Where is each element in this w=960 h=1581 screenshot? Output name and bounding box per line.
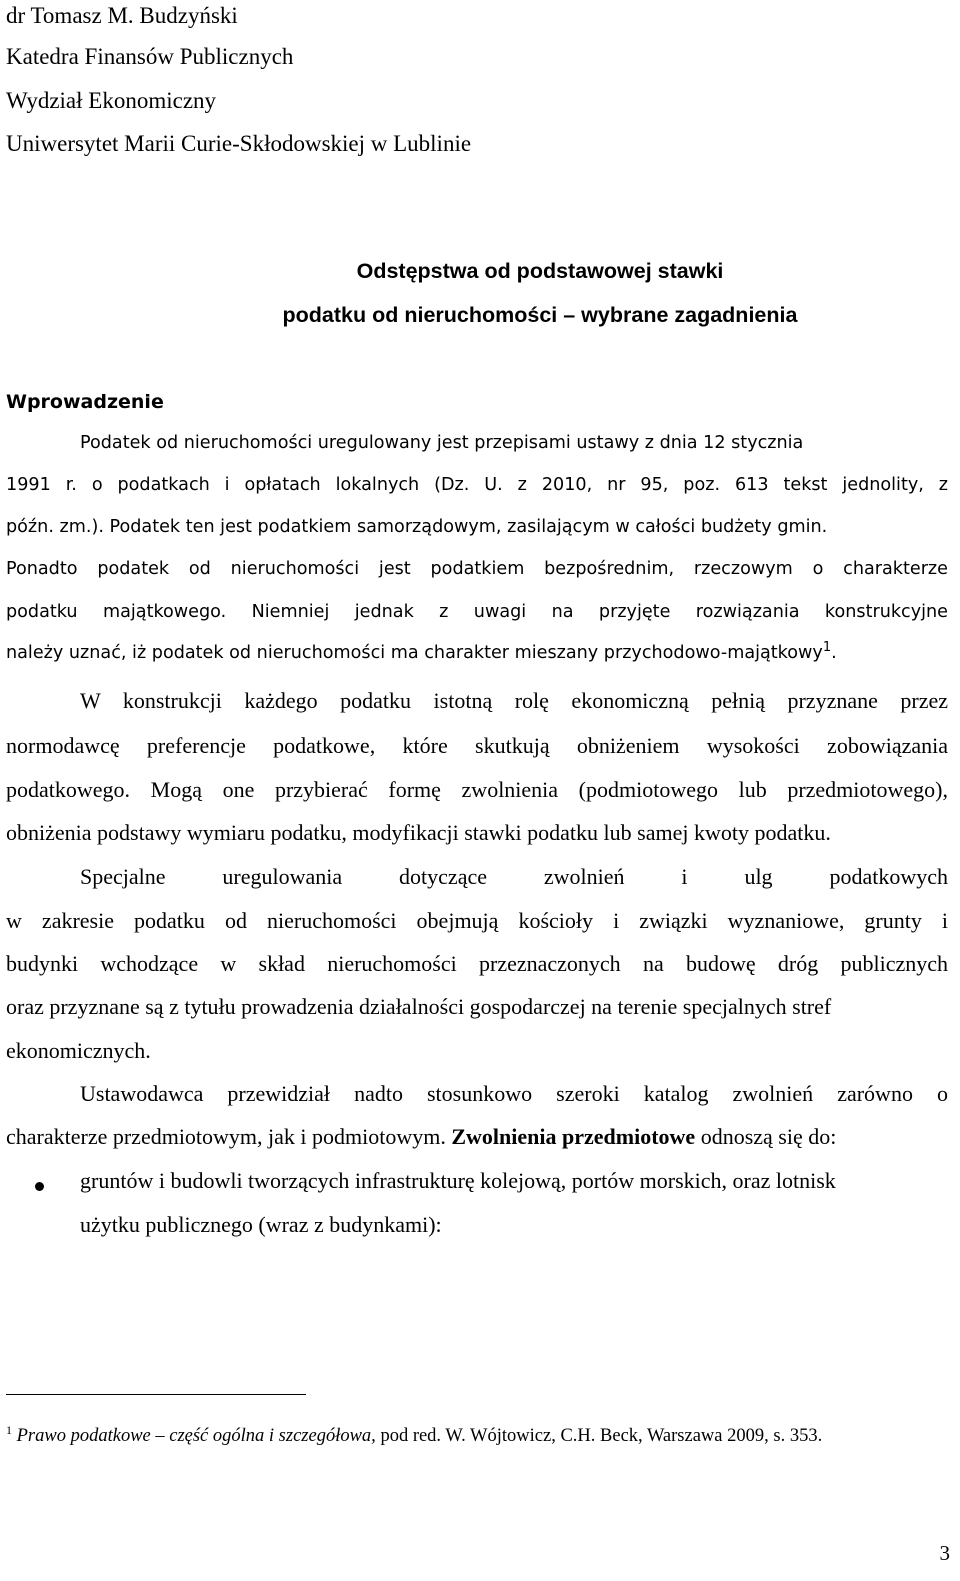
footnote-title: Prawo podatkowe – część ogólna i szczegółowa, <box>16 1426 376 1446</box>
para2-line-2: normodawcę preferencje podatkowe, które skutkują obniżeniem wysokości zobowiązania <box>6 733 948 758</box>
title-line-1: Odstępstwa od podstawowej stawki <box>356 259 724 283</box>
para4-line-2 <box>6 1124 836 1150</box>
section-heading: Wprowadzenie <box>6 391 164 413</box>
para4-bold-term: Zwolnienia przedmiotowe <box>451 1124 696 1149</box>
para3-line-5: ekonomicznych. <box>6 1038 151 1063</box>
footnote-ref: 1 <box>822 640 832 656</box>
page-number: 3 <box>939 1541 950 1565</box>
para3-line-1: Specjalne uregulowania dotyczące zwolnień i ulg podatkowych <box>80 864 948 889</box>
para2-line-1: W konstrukcji każdego podatku istotną rolę ekonomiczną pełnią przyznane przez <box>80 688 948 713</box>
para2-line-4: obniżenia podstawy wymiaru podatku, modyfikacji stawki podatku lub samej kwoty podatku. <box>6 820 831 845</box>
intro-line-5: podatku majątkowego. Niemniej jednak z uwagi na przyjęte rozwiązania konstrukcyjne <box>6 602 948 622</box>
university: Uniwersytet Marii Curie-Skłodowskiej w Lublinie <box>6 131 472 156</box>
para4-line-2-end: odnoszą się do: <box>695 1124 837 1149</box>
intro-line-6-text: należy uznać, iż podatek od nieruchomości ma charakter mieszany przychodowo-majątkowy <box>6 643 823 663</box>
para4-line-2-start: charakterze przedmiotowym, jak i podmiotowym. <box>6 1124 452 1149</box>
para2-line-3: podatkowego. Mogą one przybierać formę zwolnienia (podmiotowego lub przedmiotowego), <box>6 777 948 802</box>
intro-line-4: Ponadto podatek od nieruchomości jest podatkiem bezpośrednim, rzeczowym o charakterze <box>6 559 948 579</box>
intro-line-6-end: . <box>831 643 837 663</box>
intro-line-6 <box>6 642 837 664</box>
para3-line-4: oraz przyznane są z tytułu prowadzenia działalności gospodarczej na terenie specjalnych stref <box>6 994 832 1019</box>
bullet-line-1: gruntów i budowli tworzących infrastrukturę kolejową, portów morskich, oraz lotnisk <box>80 1168 836 1193</box>
intro-line-2: 1991 r. o podatkach i opłatach lokalnych (Dz. U. z 2010, nr 95, poz. 613 tekst jednolity, z <box>6 475 948 495</box>
department: Katedra Finansów Publicznych <box>6 44 294 69</box>
title-line-2: podatku od nieruchomości – wybrane zagadnienia <box>282 303 798 327</box>
footnote-number: 1 <box>6 1422 12 1437</box>
para3-line-3: budynki wchodzące w skład nieruchomości przeznaczonych na budowę dróg publicznych <box>6 951 948 976</box>
footnote <box>6 1424 822 1448</box>
bullet-icon <box>35 1182 44 1191</box>
bullet-line-2: użytku publicznego (wraz z budynkami): <box>80 1212 442 1237</box>
intro-line-1: Podatek od nieruchomości uregulowany jest przepisami ustawy z dnia 12 stycznia <box>80 433 804 453</box>
para4-line-1: Ustawodawca przewidział nadto stosunkowo szeroki katalog zwolnień zarówno o <box>80 1081 948 1106</box>
footnote-rest: pod red. W. Wójtowicz, C.H. Beck, Warszawa 2009, s. 353. <box>375 1426 823 1446</box>
para3-line-2: w zakresie podatku od nieruchomości obejmują kościoły i związki wyznaniowe, grunty i <box>6 908 948 933</box>
intro-line-3: późn. zm.). Podatek ten jest podatkiem samorządowym, zasilającym w całości budżety gmin. <box>6 517 828 537</box>
faculty: Wydział Ekonomiczny <box>6 88 217 113</box>
author-name: dr Tomasz M. Budzyński <box>6 3 238 28</box>
footnote-separator <box>6 1394 306 1395</box>
